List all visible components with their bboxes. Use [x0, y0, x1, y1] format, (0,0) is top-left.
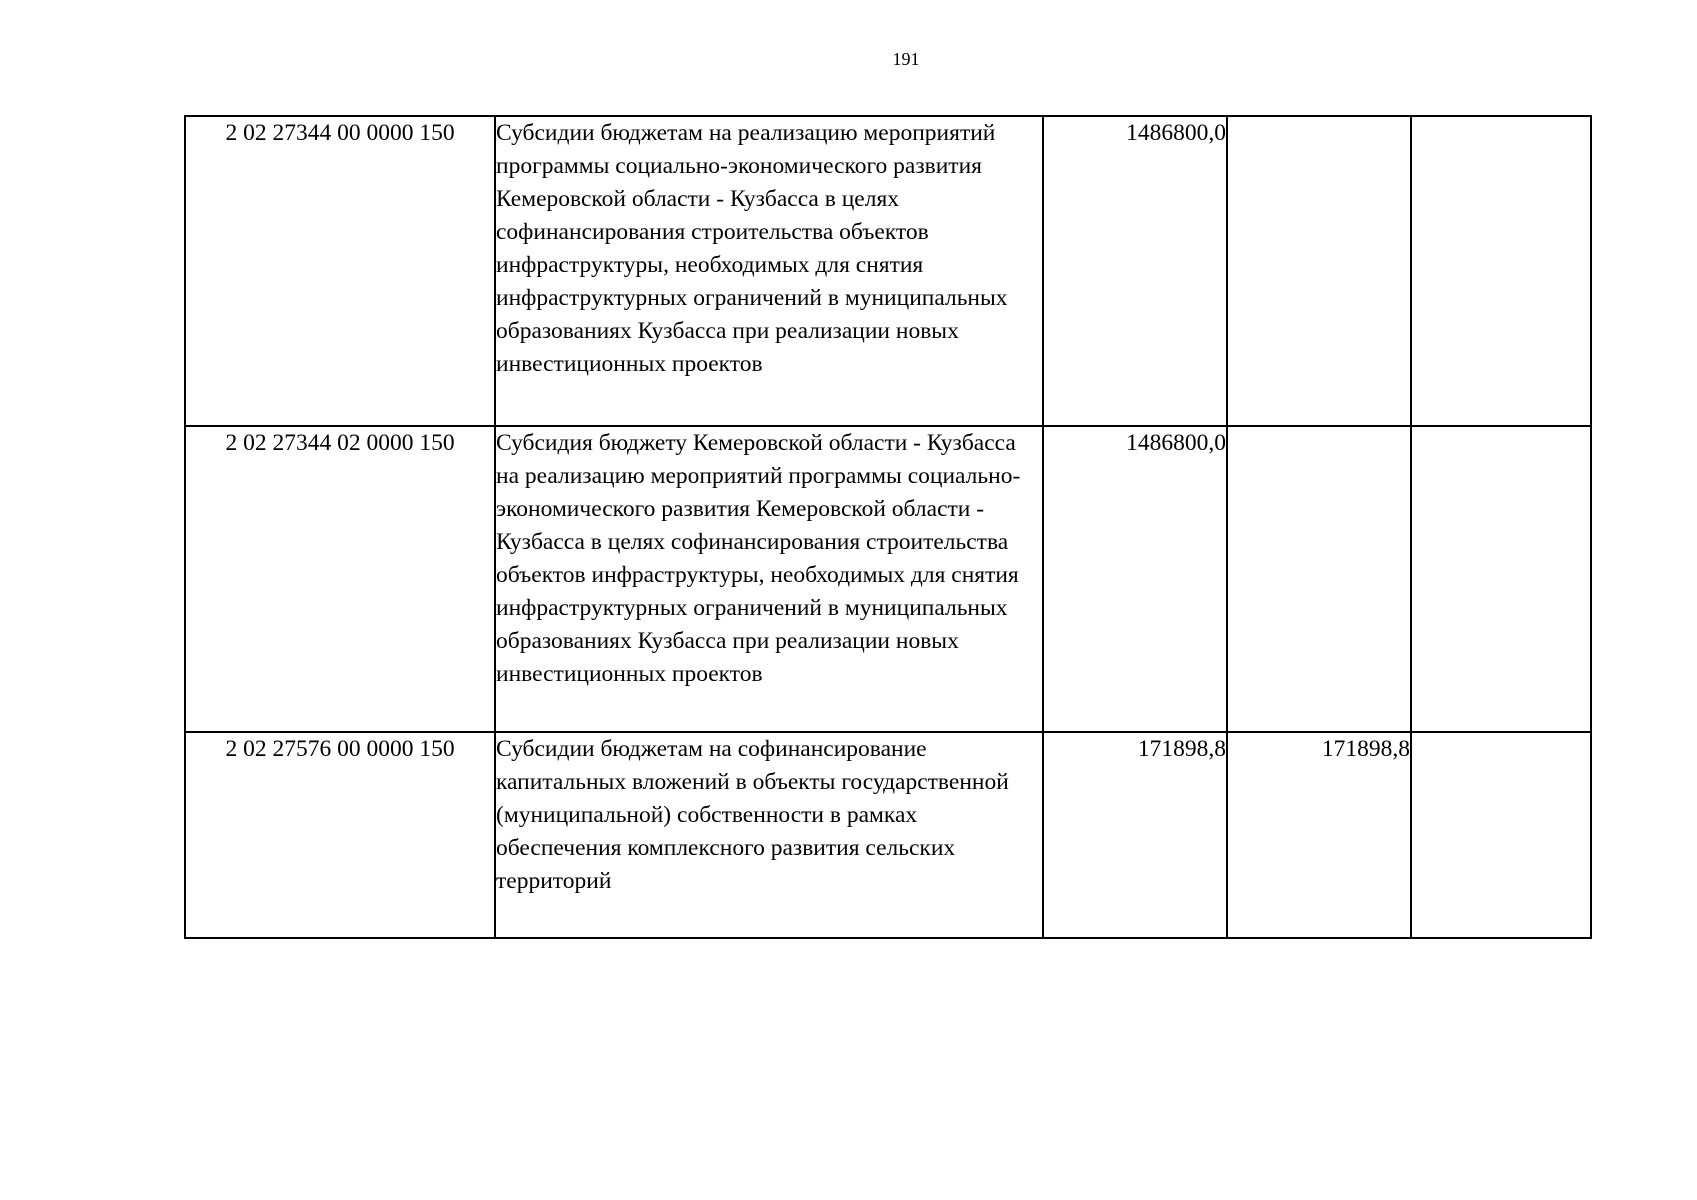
amount-cell-1: 1486800,0 — [1043, 116, 1227, 426]
amount-cell-2 — [1227, 116, 1411, 426]
budget-code-cell: 2 02 27344 02 0000 150 — [185, 426, 495, 732]
table-row — [185, 116, 1591, 426]
amount-cell-2 — [1227, 426, 1411, 732]
description-cell: Субсидия бюджету Кемеровской области - Кузбасса на реализацию мероприятий программы социально-экономического развития Кемеровской области - Кузбасса в целях софинансирования строительства объектов инфраструктуры, необходимых для снятия инфраструктурных ограничений в муниципальных образованиях Кузбасса при реализации новых инвестиционных проектов — [495, 426, 1043, 732]
amount-cell-3 — [1411, 116, 1591, 426]
amount-cell-3 — [1411, 426, 1591, 732]
page-number: 191 — [892, 49, 920, 69]
description-cell: Субсидии бюджетам на софинансирование капитальных вложений в объекты государственной (муниципальной) собственности в рамках обеспечения комплексного развития сельских территорий — [495, 732, 1043, 938]
budget-code-cell: 2 02 27344 00 0000 150 — [185, 116, 495, 426]
budget-table — [184, 115, 1592, 939]
table-row — [185, 732, 1591, 938]
table-row — [185, 426, 1591, 732]
amount-cell-3 — [1411, 732, 1591, 938]
amount-cell-1: 1486800,0 — [1043, 426, 1227, 732]
amount-cell-1: 171898,8 — [1043, 732, 1227, 938]
description-cell: Субсидии бюджетам на реализацию мероприятий программы социально-экономического развития Кемеровской области - Кузбасса в целях софинансирования строительства объектов инфраструктуры, необходимых для снятия инфраструктурных ограничений в муниципальных образованиях Кузбасса при реализации новых инвестиционных проектов — [495, 116, 1043, 426]
amount-cell-2: 171898,8 — [1227, 732, 1411, 938]
budget-code-cell: 2 02 27576 00 0000 150 — [185, 732, 495, 938]
